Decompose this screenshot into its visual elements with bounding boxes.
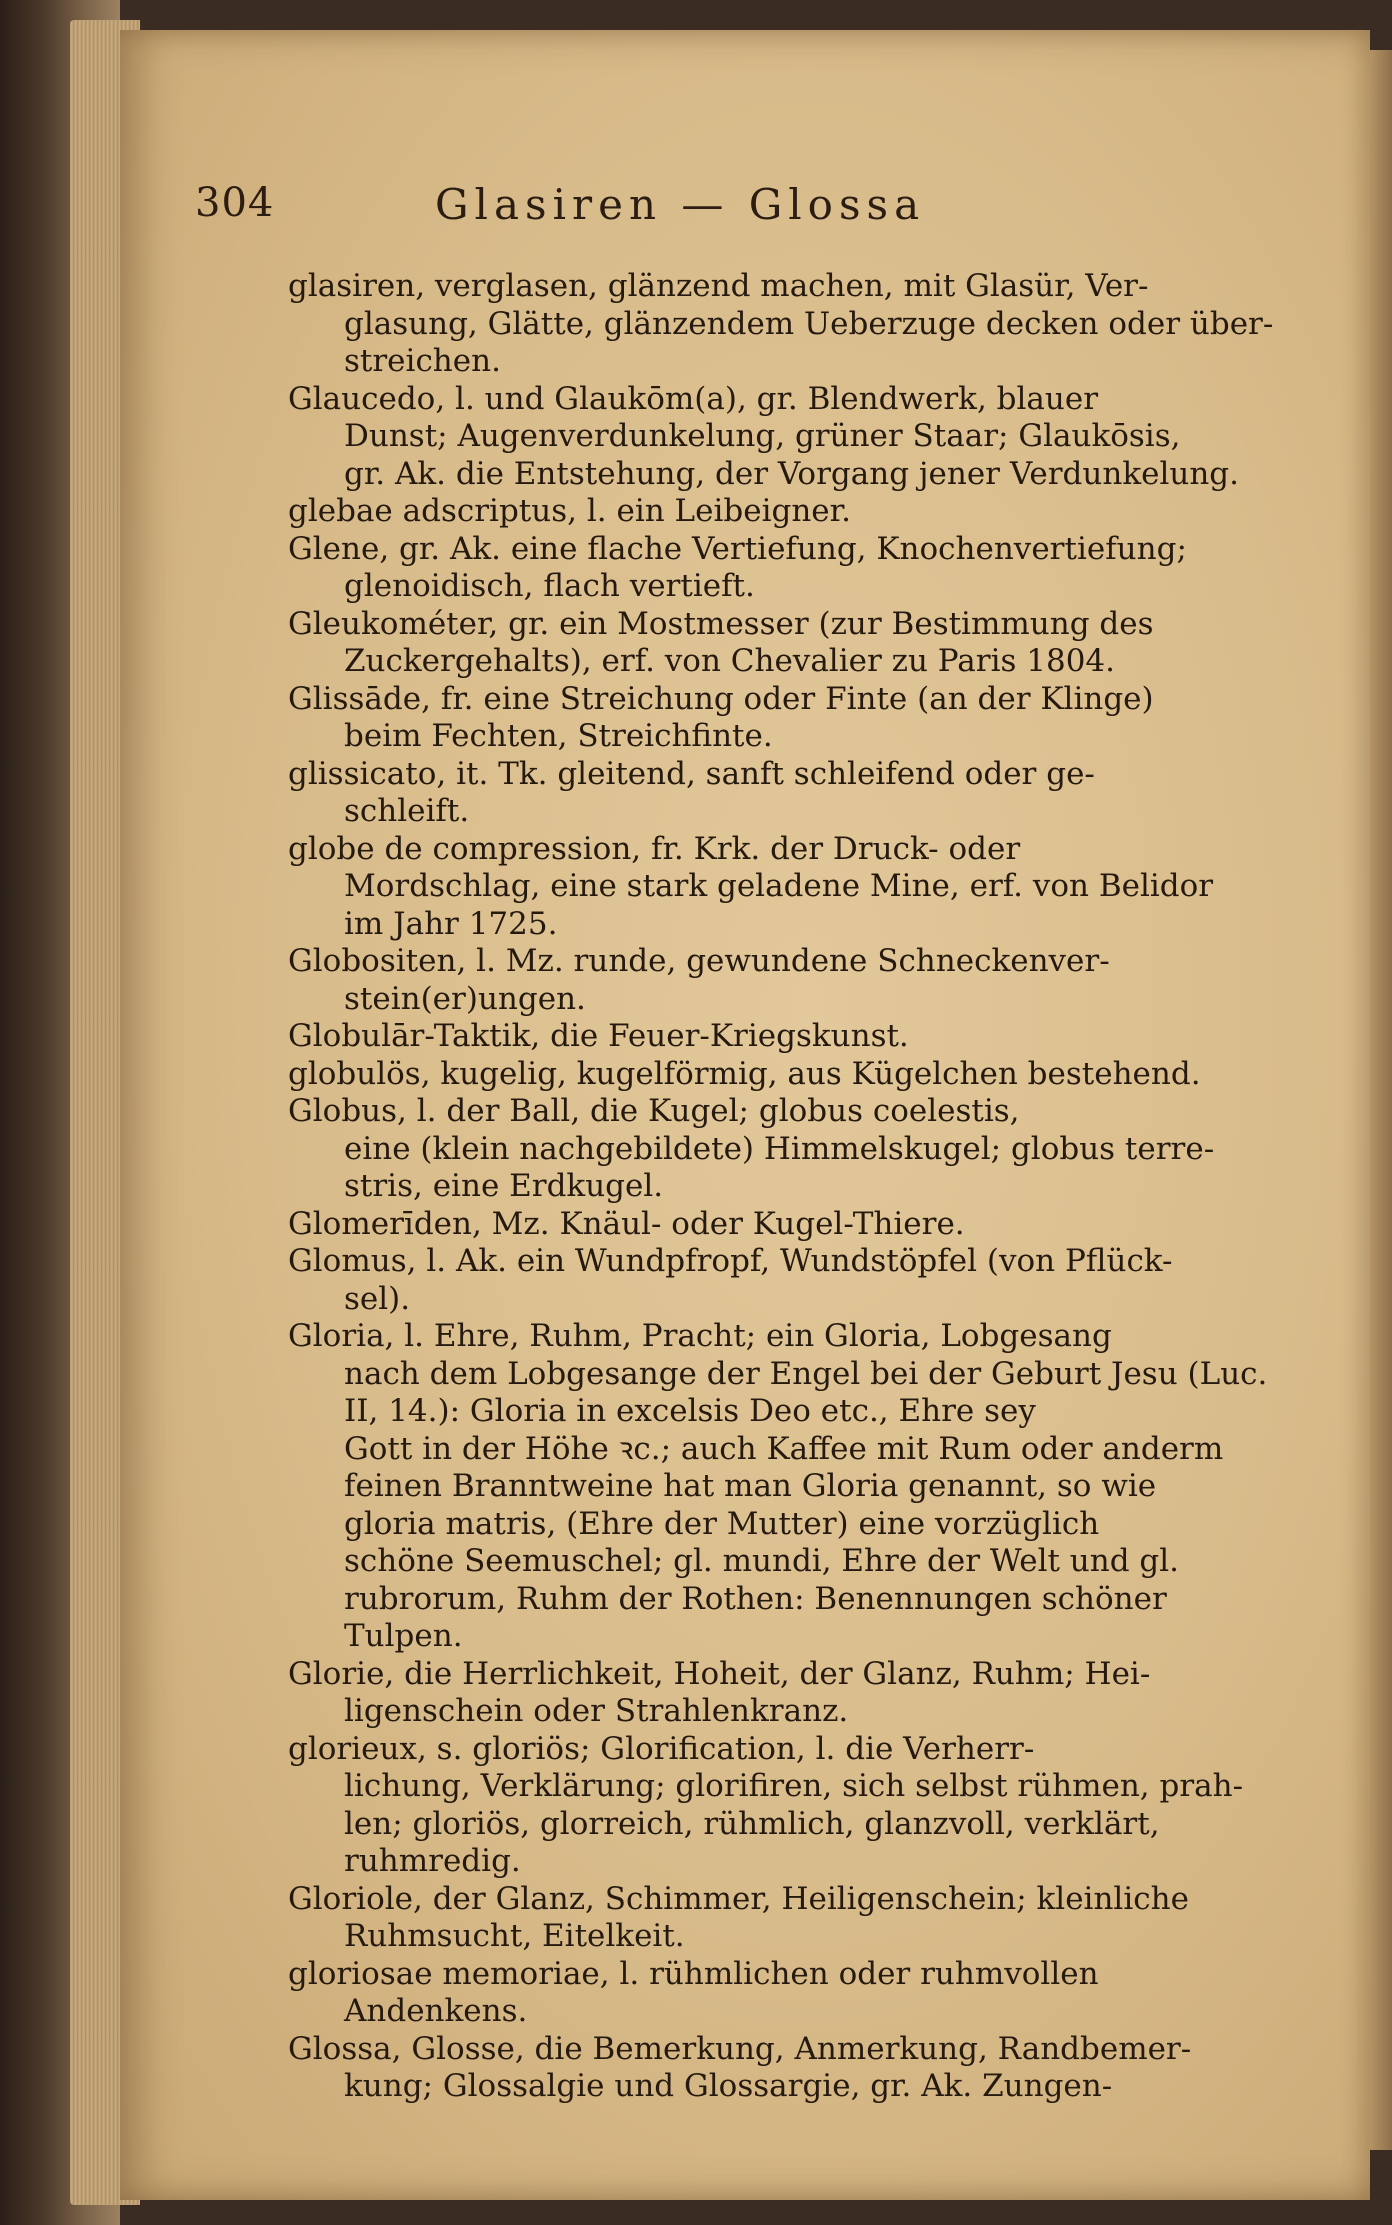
entry-line: Glorie, die Herrlichkeit, Hoheit, der Glanz, Ruhm; Hei- [288, 1655, 1151, 1692]
dictionary-entry [288, 1206, 1273, 1244]
entry-line: kung; Glossalgie und Glossargie, gr. Ak. Zungen- [344, 2068, 1113, 2104]
entry-line: globulös, kugelig, kugelförmig, aus Kügelchen bestehend. [288, 1055, 1201, 1092]
entry-line: schleift. [344, 793, 470, 829]
entry-line: schöne Seemuschel; gl. mundi, Ehre der Welt und gl. [344, 1543, 1180, 1579]
entry-line: sel). [344, 1280, 411, 1317]
entry-line: stris, eine Erdkugel. [344, 1168, 664, 1204]
entry-line: Glossa, Glosse, die Bemerkung, Anmerkung, Randbemer- [288, 2030, 1192, 2067]
entry-line: Gleukométer, gr. ein Mostmesser (zur Bestimmung des [288, 605, 1154, 642]
entry-line: Gloria, l. Ehre, Ruhm, Pracht; ein Gloria, Lobgesang [288, 1318, 1112, 1354]
dictionary-entry [288, 1656, 1273, 1731]
entry-line: glebae adscriptus, l. ein Leibeigner. [288, 493, 851, 529]
entry-line: Glaucedo, l. und Glaukōm(a), gr. Blendwerk, blauer [288, 380, 1099, 417]
entry-line: nach dem Lobgesange der Engel bei der Geburt Jesu (Luc. [344, 1355, 1268, 1392]
dictionary-entry [288, 1881, 1273, 1956]
entry-line: Globositen, l. Mz. runde, gewundene Schneckenver- [288, 943, 1110, 979]
entry-line: Dunst; Augenverdunkelung, grüner Staar; Glaukōsis, [344, 418, 1181, 454]
dictionary-entry [288, 1018, 1273, 1056]
dictionary-entry [288, 2031, 1273, 2106]
entry-line: Andenkens. [344, 1993, 528, 2029]
entry-line: Globus, l. der Ball, die Kugel; globus coelestis, [288, 1093, 1020, 1129]
dictionary-entry [288, 1318, 1273, 1656]
dictionary-entry [288, 1731, 1273, 1881]
entry-line: Globulār-Taktik, die Feuer-Kriegskunst. [288, 1018, 909, 1054]
entry-line: rubrorum, Ruhm der Rothen: Benennungen schöner [344, 1580, 1167, 1617]
entry-line: glissicato, it. Tk. gleitend, sanft schleifend oder ge- [288, 755, 1095, 792]
entry-line: Glene, gr. Ak. eine flache Vertiefung, Knochenvertiefung; [288, 530, 1187, 567]
dictionary-entry [288, 381, 1273, 494]
entry-line: glenoidisch, flach vertieft. [344, 568, 755, 604]
entry-line: Glomerīden, Mz. Knäul- oder Kugel-Thiere. [288, 1205, 965, 1242]
entry-line: Ruhmsucht, Eitelkeit. [344, 1918, 685, 1954]
dictionary-entry [288, 531, 1273, 606]
entry-line: Zuckergehalts), erf. von Chevalier zu Paris 1804. [344, 643, 1115, 679]
entry-line: gloriosae memoriae, l. rühmlichen oder ruhmvollen [288, 1955, 1099, 1992]
entry-line: Gloriole, der Glanz, Schimmer, Heiligenschein; kleinliche [288, 1880, 1189, 1917]
dictionary-entry [288, 943, 1273, 1018]
entry-line: gr. Ak. die Entstehung, der Vorgang jener Verdunkelung. [344, 455, 1239, 492]
running-head: Glasiren — Glossa [435, 180, 926, 229]
dictionary-entry [288, 681, 1273, 756]
entry-line: lichung, Verklärung; glorifiren, sich selbst rühmen, prah- [344, 1768, 1244, 1804]
entry-line: Glissāde, fr. eine Streichung oder Finte (an der Klinge) [288, 680, 1154, 717]
entry-line: glorieux, s. gloriös; Glorification, l. die Verherr- [288, 1730, 1035, 1767]
next-page-edge [1370, 50, 1392, 2150]
entry-line: glasung, Glätte, glänzendem Ueberzuge decken oder über- [344, 305, 1273, 342]
dictionary-entry [288, 756, 1273, 831]
entry-line: im Jahr 1725. [344, 905, 558, 942]
entry-line: II, 14.): Gloria in excelsis Deo etc., Ehre sey [344, 1393, 1036, 1429]
dictionary-entry [288, 1243, 1273, 1318]
page-header [195, 180, 1075, 240]
entry-line: Mordschlag, eine stark geladene Mine, erf. von Belidor [344, 868, 1214, 904]
dictionary-entry [288, 1093, 1273, 1206]
entry-line: globe de compression, fr. Krk. der Druck- oder [288, 830, 1021, 867]
entry-line: streichen. [344, 343, 501, 379]
entry-line: eine (klein nachgebildete) Himmelskugel; globus terre- [344, 1130, 1215, 1167]
entry-line: feinen Branntweine hat man Gloria genannt, so wie [344, 1468, 1157, 1504]
entry-line: gloria matris, (Ehre der Mutter) eine vorzüglich [344, 1505, 1100, 1542]
dictionary-entry [288, 1056, 1273, 1094]
dictionary-entry [288, 493, 1273, 531]
dictionary-text [288, 268, 1273, 2106]
dictionary-entry [288, 831, 1273, 944]
entry-line: Tulpen. [344, 1618, 463, 1654]
dictionary-entry [288, 1956, 1273, 2031]
entry-line: Glomus, l. Ak. ein Wundpfropf, Wundstöpfel (von Pflück- [288, 1243, 1173, 1279]
entry-line: ruhmredig. [344, 1843, 521, 1879]
entry-line: glasiren, verglasen, glänzend machen, mit Glasür, Ver- [288, 268, 1149, 304]
page-number: 304 [195, 180, 275, 226]
entry-line: ligenschein oder Strahlenkranz. [344, 1693, 849, 1729]
entry-line: len; gloriös, glorreich, rühmlich, glanzvoll, verklärt, [344, 1805, 1160, 1842]
entry-line: Gott in der Höhe ꝛc.; auch Kaffee mit Rum oder anderm [344, 1430, 1224, 1467]
entry-line: stein(er)ungen. [344, 980, 586, 1017]
dictionary-entry [288, 606, 1273, 681]
dictionary-entry [288, 268, 1273, 381]
entry-line: beim Fechten, Streichfinte. [344, 718, 773, 754]
